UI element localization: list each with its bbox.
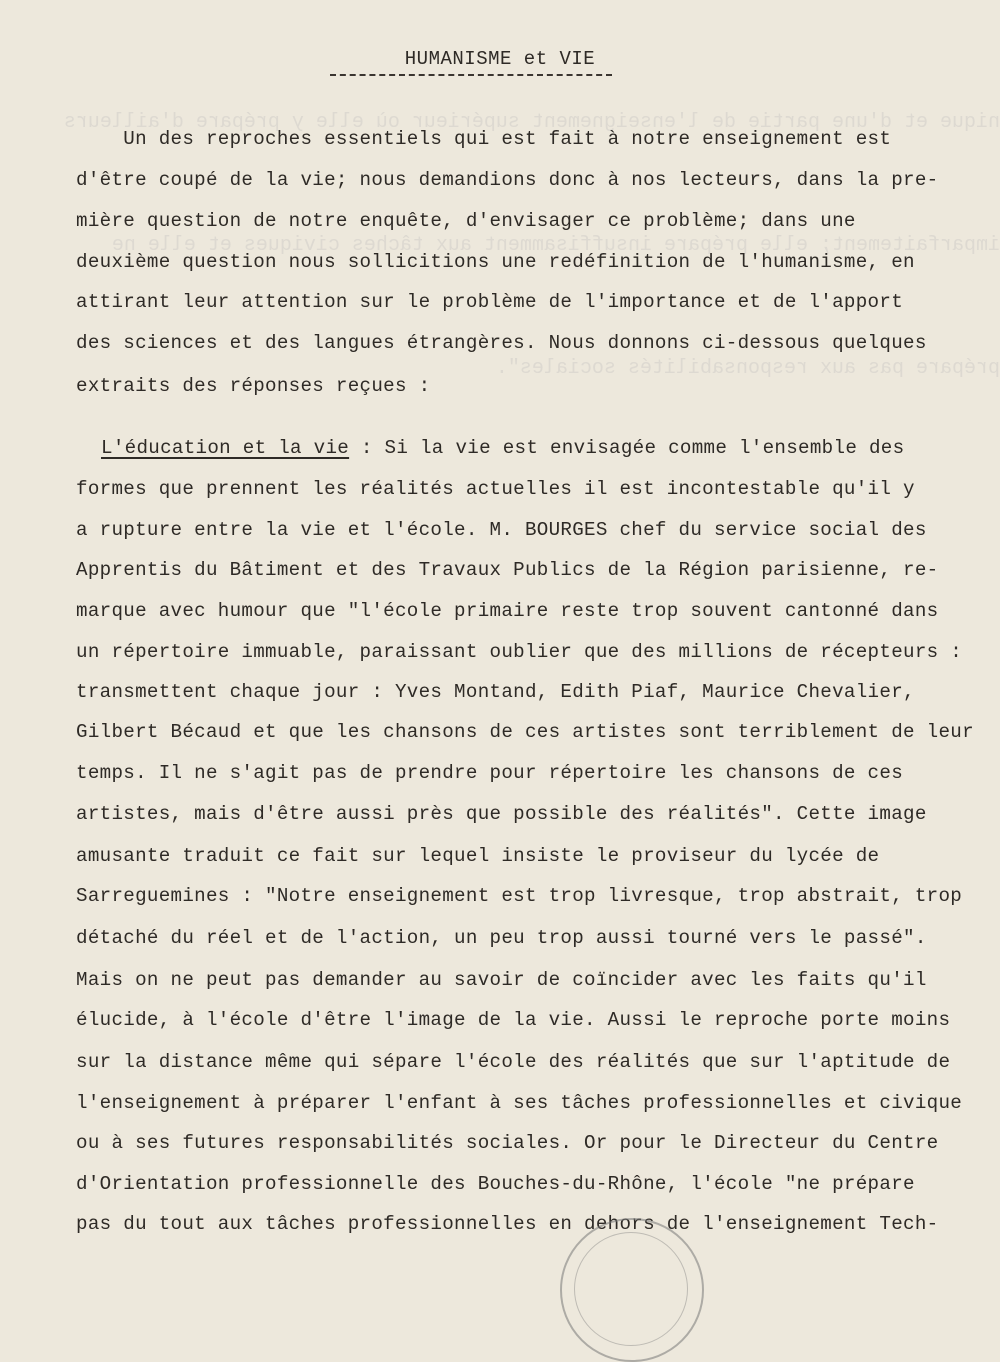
paragraph-line: détaché du réel et de l'action, un peu trop aussi tourné vers le passé". xyxy=(76,927,927,949)
paragraph-line: élucide, à l'école d'être l'image de la vie. Aussi le reproche porte moins xyxy=(76,1009,951,1031)
library-stamp-inner-ring xyxy=(574,1232,688,1346)
bleed-line: imparfaitement; elle prépare insuffisamment aux tâches civiques et elle ne xyxy=(111,234,1000,257)
section-first-line xyxy=(101,437,904,459)
paragraph-line: marque avec humour que "l'école primaire reste trop souvent cantonné dans xyxy=(76,600,939,622)
paragraph-line: ou à ses futures responsabilités sociales. Or pour le Directeur du Centre xyxy=(76,1132,939,1154)
paragraph-line: pas du tout aux tâches professionnelles en dehors de l'enseignement Tech- xyxy=(76,1213,939,1235)
paragraph-line: attirant leur attention sur le problème de l'importance et de l'apport xyxy=(76,291,904,313)
paragraph-line: d'être coupé de la vie; nous demandions donc à nos lecteurs, dans la pre- xyxy=(76,169,939,191)
library-stamp xyxy=(560,1218,704,1362)
paragraph-line: Apprentis du Bâtiment et des Travaux Publics de la Région parisienne, re- xyxy=(76,559,939,581)
paragraph-line: extraits des réponses reçues : xyxy=(76,375,431,397)
title-underline xyxy=(330,74,612,76)
paragraph-line: Sarreguemines : "Notre enseignement est trop livresque, trop abstrait, trop xyxy=(76,885,963,907)
paragraph-line: des sciences et des langues étrangères. Nous donnons ci-dessous quelques xyxy=(76,332,927,354)
paragraph-line: amusante traduit ce fait sur lequel insiste le proviseur du lycée de xyxy=(76,845,880,867)
paragraph-line: formes que prennent les réalités actuelles il est incontestable qu'il y xyxy=(76,478,915,500)
paragraph-line: sur la distance même qui sépare l'école des réalités que sur l'aptitude de xyxy=(76,1051,951,1073)
paragraph-line: deuxième question nous sollicitions une redéfinition de l'humanisme, en xyxy=(76,251,915,273)
paragraph-line: artistes, mais d'être aussi près que possible des réalités". Cette image xyxy=(76,803,927,825)
paragraph-line: l'enseignement à préparer l'enfant à ses tâches professionnelles et civique xyxy=(76,1092,963,1114)
section-heading: L'éducation et la vie xyxy=(101,437,350,459)
paragraph-line: un répertoire immuable, paraissant oublier que des millions de récepteurs : xyxy=(76,641,963,663)
paragraph-line: Gilbert Bécaud et que les chansons de ces artistes sont terriblement de leur xyxy=(76,721,974,743)
section-first-line-text: : Si la vie est envisagée comme l'ensemble des xyxy=(349,437,905,459)
paragraph-line: transmettent chaque jour : Yves Montand, Edith Piaf, Maurice Chevalier, xyxy=(76,681,915,703)
paragraph-line: a rupture entre la vie et l'école. M. BOURGES chef du service social des xyxy=(76,519,927,541)
paragraph-line: d'Orientation professionnelle des Bouches-du-Rhône, l'école "ne prépare xyxy=(76,1173,915,1195)
paragraph-line: mière question de notre enquête, d'envisager ce problème; dans une xyxy=(76,210,856,232)
paragraph-line: temps. Il ne s'agit pas de prendre pour répertoire les chansons de ces xyxy=(76,762,904,784)
bleed-line: prépare pas aux responsabilités sociales". xyxy=(495,357,1000,380)
paragraph-line: Mais on ne peut pas demander au savoir de coïncider avec les faits qu'il xyxy=(76,969,927,991)
paragraph-line: Un des reproches essentiels qui est fait à notre enseignement est xyxy=(76,128,892,150)
document-title: HUMANISME et VIE xyxy=(404,48,596,70)
bleed-line: nique et d'une partie de l'enseignement supérieur où elle y prépare d'ailleurs xyxy=(63,111,1000,134)
